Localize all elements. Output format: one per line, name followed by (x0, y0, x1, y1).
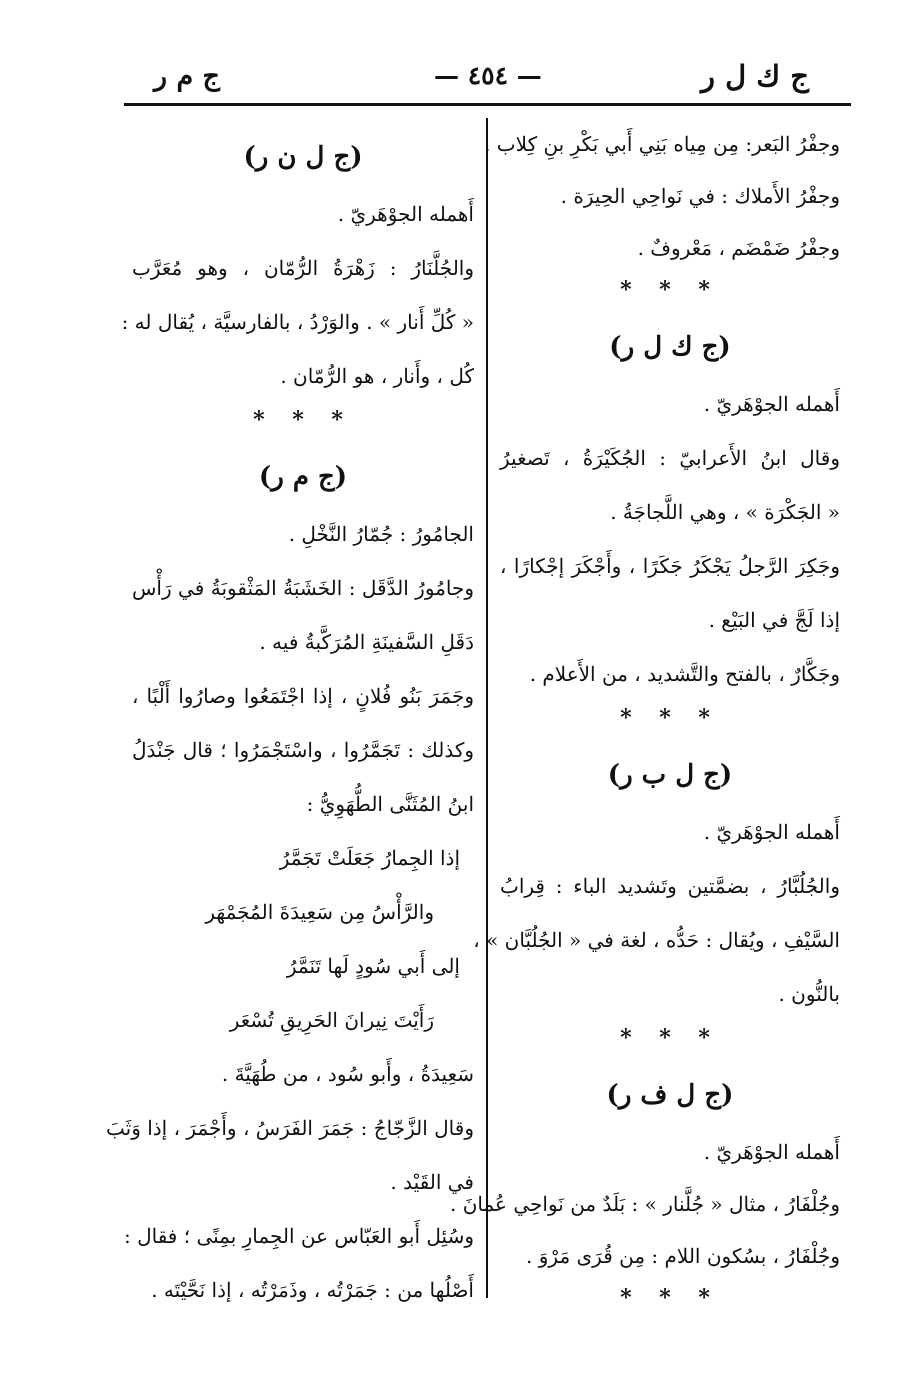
text-line: إذا لَجَّ في البَيْع . (708, 608, 840, 632)
page-number: — ٤٥٤ — (434, 61, 542, 90)
text-line: بالنُّون . (778, 982, 840, 1006)
text-line: وجفْرُ ضَمْضَم ، مَعْروفٌ . (637, 236, 840, 260)
text-line: السَّيْفِ ، ويُقال : حَدُّه ، لغة في « الجُلُبَّان » ، (473, 928, 840, 952)
text-line: وجَمَرَ بَنُو فُلانٍ ، إذا اجْتَمَعُوا وصارُوا أَلْبًا ، (132, 684, 474, 708)
text-line: « الجَكْرَة » ، وهي اللَّجاجَةُ . (610, 500, 840, 524)
verse-line: إذا الجِمارُ جَعَلَتْ تَجَمَّرُ (279, 846, 460, 870)
header-rule (124, 103, 851, 106)
text-line: وجُلْفَارُ ، بسُكون اللام : مِن قُرَى مَرْوَ . (526, 1244, 840, 1268)
text-line: وجفْرُ البَعر: مِن مِياه بَنِي أَبي بَكْرِ بنِ كِلاب . (484, 132, 840, 156)
verse-line: والرَّأْسُ مِن سَعِيدَةَ المُجَمْهَر (205, 900, 434, 924)
entry-root-heading: (ج ل ن ر) (243, 142, 363, 172)
entry-root-heading: (ج ل ف ر) (606, 1080, 734, 1110)
section-separator: * * * (620, 277, 720, 303)
text-line: « كُلِّ أَنار » . والوَرْدُ ، بالفارسيَّة ، يُقال له : (121, 310, 474, 334)
text-line: سَعِيدَةُ ، وأَبو سُود ، من طُهَيَّةَ . (221, 1062, 474, 1086)
entry-root-heading: (ج م ر) (258, 462, 348, 492)
text-line: وجَكِرَ الرَّجلُ يَجْكَرُ جَكَرًا ، وأَجْكَرَ إجْكارًا ، (500, 554, 840, 578)
text-line: أَهمله الجوْهَريّ . (703, 1140, 840, 1164)
text-line: الجامُورُ : جُمّارُ النَّخْلِ . (288, 522, 474, 546)
text-line: وجامُورُ الدَّقَل : الخَشَبَةُ المَثْقوبَةُ في رَأْس (132, 576, 474, 600)
text-line: والجُلَّنَارُ : زَهْرَةُ الرُّمّان ، وهو مُعَرَّب (132, 256, 474, 280)
text-line: وقال ابنُ الأَعرابيّ : الجُكَيْرَةُ ، تَصغيرُ (500, 446, 840, 470)
right-column (450, 130, 840, 1338)
column-divider (486, 118, 488, 1298)
text-line: أَهمله الجوْهَريّ . (703, 392, 840, 416)
section-separator: * * * (620, 1025, 720, 1051)
text-line: وجُلْفَارُ ، مثال « جُلَّنار » : بَلَدٌ من نَواحِي عُمانَ . (450, 1192, 840, 1216)
text-line: والجُلُبَّارُ ، بضمَّتين وتَشديد الباء : قِرابُ (500, 874, 840, 898)
section-separator: * * * (253, 407, 353, 433)
text-line: وقال الزَّجّاجُ : جَمَرَ الفَرَسُ ، وأَجْمَرَ ، إذا وَثَبَ (106, 1116, 474, 1140)
text-line: وكذلك : تَجَمَّرُوا ، واسْتَجْمَرُوا ؛ قال جَنْدَلُ (132, 738, 474, 762)
text-line: في القَيْد . (390, 1170, 474, 1194)
entry-root-heading: (ج ك ل ر) (609, 332, 731, 362)
text-line: وجَكَّارٌ ، بالفتح والتَّشديد ، من الأَعلام . (529, 662, 840, 686)
text-line: ابنُ المُثَنَّى الطُّهَوِيُّ : (306, 792, 474, 816)
section-separator: * * * (620, 705, 720, 731)
entry-root-heading: (ج ل ب ر) (607, 760, 733, 790)
running-header (124, 55, 851, 101)
header-root-left: ج م ر (154, 61, 220, 92)
text-line: وسُئِل أَبو العَبّاس عن الجِمارِ بمِنًى ؛ فقال : (123, 1224, 474, 1248)
verse-line: إلى أَبي سُودٍ لَها تَنَمَّرُ (286, 954, 460, 978)
verse-line: رَأَيْتَ نِيرانَ الحَرِيقِ تُسْعَر (229, 1008, 434, 1032)
text-line: أَصْلُها من : جَمَرْتُه ، وذَمَرْتُه ، إذا نَحَّيْتَه . (151, 1278, 474, 1302)
left-column (106, 130, 474, 1330)
text-line: أَهمله الجوْهَريّ . (337, 202, 474, 226)
text-line: دَقَلِ السَّفينَةِ المُرَكَّبةُ فيه . (259, 630, 474, 654)
text-line: وجفْرُ الأَملاك : في نَواحِي الحِيرَة . (560, 184, 840, 208)
text-line: كُل ، وأَنار ، هو الرُّمّان . (280, 364, 474, 388)
header-root-right: ج ك ل ر (701, 59, 809, 93)
text-line: أَهمله الجوْهَريّ . (703, 820, 840, 844)
section-separator: * * * (620, 1285, 720, 1311)
